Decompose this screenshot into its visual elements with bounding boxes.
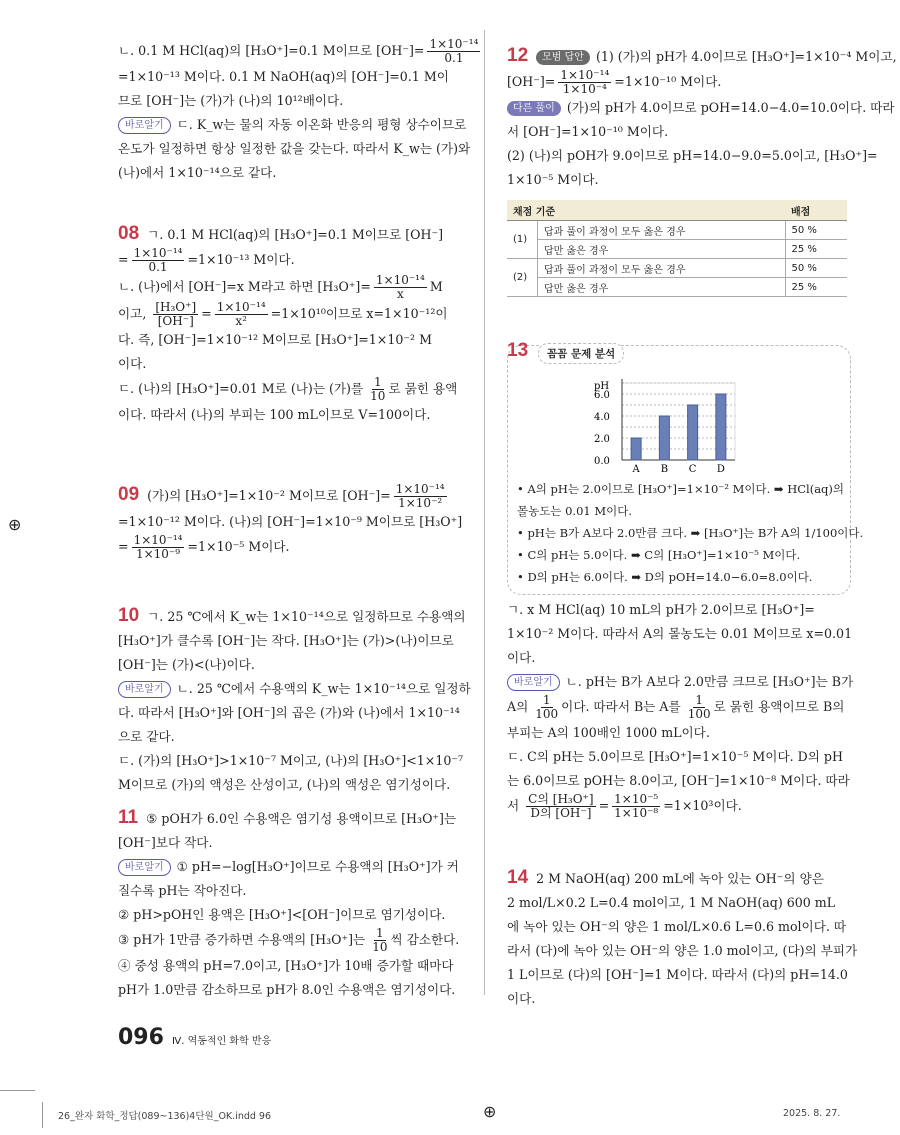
numerator: 1×10⁻¹⁴ bbox=[375, 273, 425, 287]
numerator: 1 bbox=[373, 375, 382, 389]
label-badge: 모범 답안 bbox=[536, 50, 590, 65]
denominator: 1×10⁻² bbox=[398, 496, 443, 510]
answer-block bbox=[118, 222, 463, 427]
text: = bbox=[118, 539, 129, 554]
numerator: 1×10⁻¹⁴ bbox=[216, 300, 266, 314]
answer-block bbox=[507, 598, 852, 820]
text-line bbox=[507, 793, 852, 820]
text: 질수록 pH는 작아진다. bbox=[118, 883, 247, 898]
text: = bbox=[201, 306, 212, 321]
text: (나)에서 1×10⁻¹⁴으로 같다. bbox=[118, 165, 277, 180]
text-line bbox=[118, 301, 463, 328]
fraction bbox=[153, 301, 198, 328]
text: 므로 [OH⁻]는 (가)가 (나)의 10¹²배이다. bbox=[118, 93, 344, 108]
text: A의 bbox=[507, 699, 533, 714]
text-line bbox=[118, 274, 463, 301]
text-line bbox=[118, 677, 471, 701]
answer-block bbox=[118, 604, 471, 797]
text: [OH⁻]= bbox=[507, 74, 556, 89]
fraction bbox=[535, 694, 558, 721]
text-line bbox=[118, 483, 463, 510]
text-line bbox=[507, 96, 895, 120]
text: = bbox=[118, 252, 129, 267]
text-line bbox=[118, 629, 463, 653]
text-line bbox=[507, 694, 852, 721]
text: ㄷ. K_w는 물의 자동 이온화 반응의 평형 상수이므로 bbox=[176, 117, 467, 132]
answer-block bbox=[118, 37, 479, 185]
group-label: (2) bbox=[507, 259, 538, 297]
x-tick-label: B bbox=[660, 464, 669, 475]
fraction bbox=[374, 274, 427, 301]
text: 서 bbox=[507, 798, 524, 813]
text-line bbox=[507, 721, 852, 745]
file-info: 26_완자 화학_정답(089~136)4단원_OK.indd 96 bbox=[58, 1111, 272, 1122]
denominator: 1×10⁻⁸ bbox=[614, 806, 659, 820]
text: 이다. bbox=[507, 991, 536, 1006]
numerator: 1 bbox=[695, 693, 703, 707]
x-tick-label: A bbox=[632, 464, 640, 475]
text: 2 mol/L×0.2 L=0.4 mol이고, 1 M NaOH(aq) 600 mL bbox=[507, 895, 836, 910]
y-tick-label: 4.0 bbox=[594, 412, 610, 423]
text: 다. 따라서 [H₃O⁺]와 [OH⁻]의 곱은 (가)와 (나)에서 1×10⁻¹⁴ bbox=[118, 705, 460, 720]
text: =1×10⁻¹² M이다. (나)의 [OH⁻]=1×10⁻⁹ M이므로 [H₃O⁺] bbox=[118, 514, 463, 529]
registration-mark-icon: ⊕ bbox=[483, 1102, 497, 1121]
text: ② pH>pOH인 용액은 [H₃O⁺]<[OH⁻]이므로 염기성이다. bbox=[118, 907, 446, 922]
header-score: 배점 bbox=[785, 200, 847, 221]
question-number: 10 bbox=[118, 605, 140, 626]
denominator: 0.1 bbox=[148, 260, 168, 274]
denominator: 100 bbox=[687, 707, 711, 721]
text: 으로 같다. bbox=[118, 729, 175, 744]
header-criteria: 채점 기준 bbox=[507, 200, 785, 221]
text: 온도가 일정하면 항상 일정한 값을 갖는다. 따라서 K_w는 (가)와 bbox=[118, 141, 471, 156]
question-number: 08 bbox=[118, 223, 140, 244]
text-line bbox=[118, 352, 463, 376]
text-line bbox=[507, 69, 852, 96]
bullet-item: • C의 pH는 5.0이다. ➡ C의 [H₃O⁺]=1×10⁻⁵ M이다. bbox=[517, 548, 801, 562]
text-line bbox=[507, 44, 897, 69]
text: ㄴ. (나)에서 [OH⁻]=x M라고 하면 [H₃O⁺]= bbox=[118, 279, 371, 294]
text-line bbox=[507, 144, 878, 168]
numerator: 1 bbox=[376, 926, 384, 940]
numerator: 1 bbox=[542, 693, 551, 707]
text-line bbox=[507, 622, 852, 646]
text: ㄷ. (나)의 [H₃O⁺]=0.01 M로 (나)는 (가)를 bbox=[118, 381, 368, 396]
text-line bbox=[118, 510, 463, 534]
text: M이므로 (가)의 액성은 산성이고, (나)의 액성은 염기성이다. bbox=[118, 777, 451, 792]
text-line bbox=[118, 855, 463, 879]
crop-mark bbox=[0, 1090, 35, 1091]
text-line bbox=[507, 168, 852, 192]
text-line bbox=[118, 773, 463, 797]
column-divider bbox=[484, 30, 485, 995]
text-line bbox=[118, 978, 463, 1002]
fraction bbox=[215, 301, 268, 328]
text: pH가 1.0만큼 감소하므로 pH가 8.0인 수용액은 염기성이다. bbox=[118, 982, 456, 997]
numerator: 1×10⁻¹⁴ bbox=[133, 533, 183, 547]
text-line bbox=[118, 749, 463, 773]
text-line bbox=[118, 831, 463, 855]
criteria-cell: 답만 옳은 경우 bbox=[538, 278, 786, 297]
text: [OH⁻]는 (가)<(나)이다. bbox=[118, 657, 255, 672]
text-line bbox=[118, 903, 463, 927]
question-number: 14 bbox=[507, 867, 529, 888]
text-line bbox=[118, 927, 463, 954]
text-line bbox=[507, 963, 852, 987]
table-row bbox=[507, 240, 847, 259]
text: 이다. bbox=[118, 356, 147, 371]
text: =1×10¹⁰이므로 x=1×10⁻¹²이 bbox=[270, 306, 448, 321]
text: ㄱ. 25 ℃에서 K_w는 1×10⁻¹⁴으로 일정하므로 수용액의 bbox=[147, 609, 466, 624]
text-line bbox=[118, 89, 463, 113]
text-line bbox=[118, 161, 463, 185]
text: 씩 감소한다. bbox=[390, 932, 460, 947]
y-tick-label: 0.0 bbox=[594, 456, 610, 467]
text: (가)의 [H₃O⁺]=1×10⁻² M이므로 [OH⁻]= bbox=[147, 488, 391, 503]
text: ⑤ pOH가 6.0인 수용액은 염기성 용액이므로 [H₃O⁺]는 bbox=[146, 811, 457, 826]
bullet-item: • pH는 B가 A보다 2.0만큼 크다. ➡ [H₃O⁺]는 B가 A의 1/100이다. bbox=[517, 526, 864, 540]
text: ③ pH가 1만큼 증가하면 수용액의 [H₃O⁺]는 bbox=[118, 932, 370, 947]
text: [H₃O⁺]가 클수록 [OH⁻]는 작다. [H₃O⁺]는 (가)>(나)이므로 bbox=[118, 633, 454, 648]
question-number: 09 bbox=[118, 484, 140, 505]
numerator: 1×10⁻¹⁴ bbox=[133, 246, 183, 260]
text-line bbox=[118, 137, 471, 161]
text-line bbox=[118, 701, 463, 725]
text: 이다. 따라서 B는 A를 bbox=[561, 699, 685, 714]
question-number: 12 bbox=[507, 45, 529, 66]
denominator: 10 bbox=[370, 389, 386, 403]
text: 이다. 따라서 (나)의 부피는 100 mL이므로 V=100이다. bbox=[118, 407, 431, 422]
text-line bbox=[118, 222, 463, 247]
text-line bbox=[507, 598, 852, 622]
text: ㄷ. (가)의 [H₃O⁺]>1×10⁻⁷ M이고, (나)의 [H₃O⁺]<1×10⁻⁷ bbox=[118, 753, 464, 768]
text: M bbox=[429, 279, 443, 294]
fraction bbox=[372, 927, 387, 954]
analysis-bullets bbox=[517, 478, 863, 588]
text: =1×10³이다. bbox=[663, 798, 742, 813]
text: 에 녹아 있는 OH⁻의 양은 1 mol/L×0.6 L=0.6 mol이다. 따 bbox=[507, 919, 847, 934]
denominator: 1×10⁻⁴ bbox=[562, 82, 607, 96]
question-number: 13 bbox=[507, 340, 529, 361]
denominator: [OH⁻] bbox=[157, 314, 194, 328]
text-line bbox=[118, 37, 479, 65]
text: 로 묽힌 용액이므로 B의 bbox=[713, 699, 845, 714]
text-line bbox=[118, 653, 463, 677]
score-cell: 25 % bbox=[785, 240, 847, 259]
text: ㄴ. 0.1 M HCl(aq)의 [H₃O⁺]=0.1 M이므로 [OH⁻]= bbox=[118, 43, 425, 58]
bar-C bbox=[688, 405, 698, 460]
text: 다. 즉, [OH⁻]=1×10⁻¹² M이므로 [H₃O⁺]=1×10⁻² M bbox=[118, 332, 432, 347]
bullet-item: • A의 pH는 2.0이므로 [H₃O⁺]=1×10⁻² M이다. ➡ HCl(aq)의 bbox=[517, 482, 845, 496]
text: 1×10⁻⁵ M이다. bbox=[507, 172, 599, 187]
text-line bbox=[118, 376, 463, 403]
text: (1) (가)의 pH가 4.0이므로 [H₃O⁺]=1×10⁻⁴ M이고, bbox=[595, 49, 897, 64]
text-line bbox=[118, 113, 467, 137]
label-badge: 바로알기 bbox=[118, 859, 171, 876]
text-line bbox=[507, 915, 852, 939]
scoring-table bbox=[507, 200, 847, 297]
text: ㄱ. 0.1 M HCl(aq)의 [H₃O⁺]=0.1 M이므로 [OH⁻] bbox=[147, 227, 444, 242]
text: [OH⁻]보다 작다. bbox=[118, 835, 213, 850]
text: 1 L이므로 (다)의 [OH⁻]=1 M이다. 따라서 (다)의 pH=14.0 bbox=[507, 967, 848, 982]
fraction bbox=[394, 483, 447, 510]
table-row bbox=[507, 278, 847, 297]
chapter-title: Ⅳ. 역동적인 화학 반응 bbox=[172, 1036, 272, 1047]
text: 로 묽힌 용액 bbox=[388, 381, 458, 396]
bar-A bbox=[631, 438, 641, 460]
bullet-item: • D의 pH는 6.0이다. ➡ D의 pOH=14.0−6.0=8.0이다. bbox=[517, 570, 813, 584]
text-line bbox=[118, 328, 463, 352]
text-line bbox=[118, 954, 463, 978]
text-line bbox=[507, 120, 852, 144]
numerator: 1×10⁻¹⁴ bbox=[395, 482, 445, 496]
criteria-cell: 답과 풀이 과정이 모두 옳은 경우 bbox=[538, 259, 786, 278]
text-line bbox=[118, 725, 463, 749]
x-tick-label: C bbox=[688, 464, 697, 475]
text: ㄴ. 25 ℃에서 수용액의 K_w는 1×10⁻¹⁴으로 일정하 bbox=[176, 681, 471, 696]
y-axis-label: pH bbox=[594, 381, 610, 392]
text-line bbox=[118, 534, 463, 561]
criteria-cell: 답만 옳은 경우 bbox=[538, 240, 786, 259]
text: 는 6.0이므로 pOH는 8.0이고, [OH⁻]=1×10⁻⁸ M이다. 따라 bbox=[507, 773, 850, 788]
group-label: (1) bbox=[507, 221, 538, 259]
text-line bbox=[118, 247, 463, 274]
score-cell: 50 % bbox=[785, 221, 847, 240]
denominator: x² bbox=[235, 314, 247, 328]
numerator: 1×10⁻⁵ bbox=[614, 792, 659, 806]
fraction bbox=[558, 69, 611, 96]
text: 부피는 A의 100배인 1000 mL이다. bbox=[507, 725, 710, 740]
fraction bbox=[688, 694, 711, 721]
denominator: 10 bbox=[372, 940, 388, 954]
text: 라서 (다)에 녹아 있는 OH⁻의 양은 1.0 mol이고, (다)의 부피가 bbox=[507, 943, 858, 958]
fraction bbox=[526, 793, 595, 820]
page-number: 096 bbox=[118, 1025, 164, 1050]
label-badge: 바로알기 bbox=[118, 681, 171, 698]
text: =1×10⁻¹³ M이다. 0.1 M NaOH(aq)의 [OH⁻]=0.1 M이 bbox=[118, 69, 449, 84]
table-row bbox=[507, 259, 847, 278]
text-line bbox=[118, 879, 463, 903]
criteria-cell: 답과 풀이 과정이 모두 옳은 경우 bbox=[538, 221, 786, 240]
text-line bbox=[507, 939, 858, 963]
label-badge: 바로알기 bbox=[507, 674, 560, 691]
numerator: 1×10⁻¹⁴ bbox=[429, 37, 479, 51]
text: ① pH=−log[H₃O⁺]이므로 수용액의 [H₃O⁺]가 커 bbox=[176, 859, 459, 874]
bar-D bbox=[716, 394, 726, 460]
question-number: 11 bbox=[118, 807, 139, 828]
text-line bbox=[118, 403, 463, 427]
numerator: C의 [H₃O⁺] bbox=[528, 792, 594, 806]
fraction bbox=[132, 534, 185, 561]
ph-bar-chart bbox=[590, 375, 750, 475]
text: ㄴ. pH는 B가 A보다 2.0만큼 크므로 [H₃O⁺]는 B가 bbox=[565, 674, 854, 689]
text: 이고, bbox=[118, 306, 151, 321]
x-tick-label: D bbox=[716, 464, 725, 475]
text: (가)의 pH가 4.0이므로 pOH=14.0−4.0=10.0이다. 따라 bbox=[566, 100, 895, 115]
text-line bbox=[507, 769, 852, 793]
numerator: [H₃O⁺] bbox=[155, 300, 197, 314]
text-line bbox=[507, 646, 852, 670]
text: =1×10⁻¹⁰ M이다. bbox=[614, 74, 722, 89]
score-cell: 50 % bbox=[785, 259, 847, 278]
answer-block bbox=[507, 44, 897, 192]
crop-mark bbox=[42, 1102, 43, 1128]
text-line bbox=[507, 891, 852, 915]
text: =1×10⁻⁵ M이다. bbox=[187, 539, 290, 554]
text: =1×10⁻¹³ M이다. bbox=[187, 252, 295, 267]
text-line bbox=[118, 65, 463, 89]
analysis-label: 꼼꼼 문제 분석 bbox=[538, 343, 624, 364]
fraction bbox=[612, 793, 660, 820]
text-line bbox=[507, 866, 852, 891]
text: 2 M NaOH(aq) 200 mL에 녹아 있는 OH⁻의 양은 bbox=[536, 871, 824, 886]
text: ㄷ. C의 pH는 5.0이므로 [H₃O⁺]=1×10⁻⁵ M이다. D의 pH bbox=[507, 749, 843, 764]
denominator: 100 bbox=[535, 707, 559, 721]
fraction bbox=[132, 247, 185, 274]
fraction bbox=[427, 38, 480, 65]
text: ④ 중성 용액의 pH=7.0이고, [H₃O⁺]가 10배 증가할 때마다 bbox=[118, 958, 454, 973]
numerator: 1×10⁻¹⁴ bbox=[560, 68, 610, 82]
y-tick-label: 6.0 bbox=[594, 390, 610, 401]
label-badge: 다른 풀이 bbox=[507, 101, 561, 116]
text-line bbox=[118, 604, 466, 629]
answer-block bbox=[118, 483, 463, 561]
text: ㄱ. x M HCl(aq) 10 mL의 pH가 2.0이므로 [H₃O⁺]= bbox=[507, 602, 815, 617]
table-row bbox=[507, 221, 847, 240]
denominator: 0.1 bbox=[444, 51, 464, 65]
text: (2) (나)의 pOH가 9.0이므로 pH=14.0−9.0=5.0이고, [H₃O⁺]= bbox=[507, 148, 878, 163]
text: 1×10⁻² M이다. 따라서 A의 몰농도는 0.01 M이므로 x=0.01 bbox=[507, 626, 853, 641]
answer-block bbox=[507, 866, 858, 1011]
answer-block bbox=[118, 806, 463, 1002]
print-date: 2025. 8. 27. bbox=[783, 1108, 841, 1119]
bar-B bbox=[659, 416, 669, 460]
registration-mark-icon: ⊕ bbox=[8, 515, 22, 534]
text-line bbox=[507, 745, 852, 769]
text-line bbox=[507, 670, 852, 694]
table-header bbox=[507, 200, 847, 221]
y-tick-label: 2.0 bbox=[594, 434, 610, 445]
fraction bbox=[370, 376, 385, 403]
text-line bbox=[118, 806, 463, 831]
denominator: 1×10⁻⁹ bbox=[135, 547, 181, 561]
score-cell: 25 % bbox=[785, 278, 847, 297]
text: = bbox=[598, 798, 610, 813]
text: 이다. bbox=[507, 650, 536, 665]
text-line bbox=[507, 987, 852, 1011]
denominator: D의 [OH⁻] bbox=[530, 806, 592, 820]
bullet-item: 몰농도는 0.01 M이다. bbox=[517, 504, 633, 518]
label-badge: 바로알기 bbox=[118, 117, 171, 134]
text: 서 [OH⁻]=1×10⁻¹⁰ M이다. bbox=[507, 124, 669, 139]
denominator: x bbox=[396, 287, 404, 301]
